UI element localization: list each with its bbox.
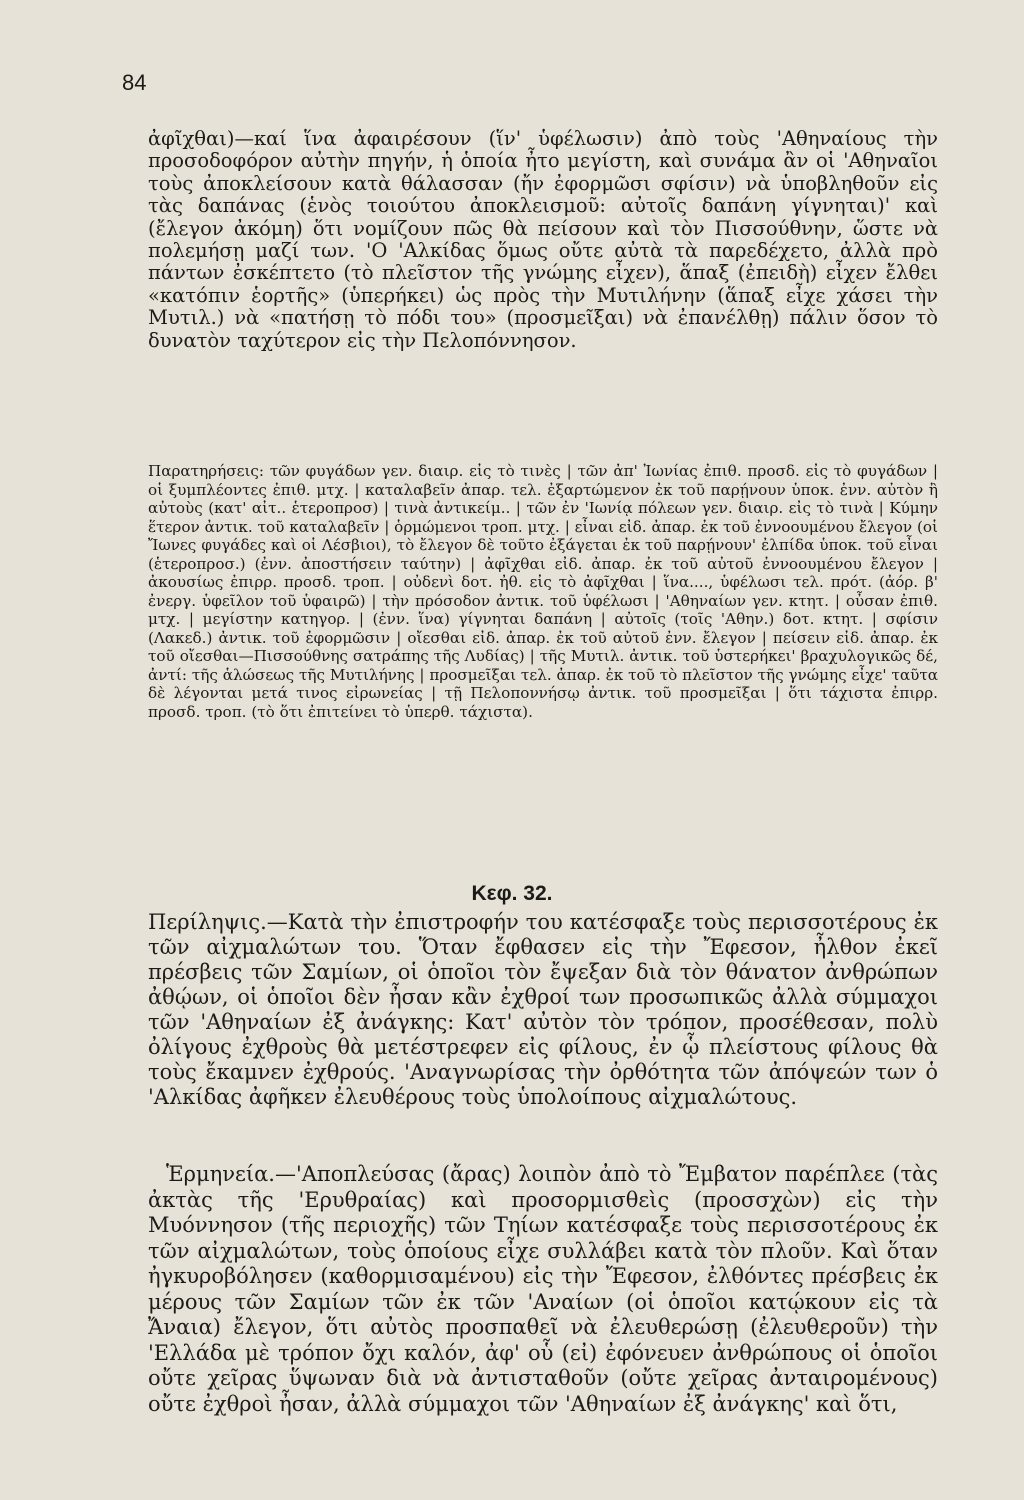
summary-paragraph [148, 910, 938, 1110]
chapter-heading: Κεφ. 32. [471, 882, 553, 905]
notes-paragraph [148, 462, 938, 721]
paragraph-text: Παρατηρήσεις: τῶν φυγάδων γεν. διαιρ. εἰς τὸ τινὲς | τῶν ἀπ' Ἰωνίας ἐπιθ. προσδ. εἰς τὸ φυγάδων | οἱ ξυμπλέοντες ἐπιθ. μτχ. | καταλαβεῖν ἀπαρ. τελ. ἐξαρτώμενον ἐκ τοῦ παρῄνουν ὑποκ. ἐνν. αὐτὸν ἢ αὐτοὺς (κατ' αἰτ.. ἑτεροπροσ) | τινὰ ἀντικείμ.. | τῶν ἐν 'Ιωνίᾳ πόλεων γεν. διαιρ. εἰς τὸ τινὰ | Κύμην ἕτερον ἀντικ. τοῦ καταλαβεῖν | ὁρμώμενοι τροπ. μτχ. | εἶναι εἰδ. ἀπαρ. ἐκ τοῦ ἐννοουμένου ἔλεγον (οἱ Ἴωνες φυγάδες καὶ οἱ Λέσβιοι), τὸ ἔλεγον δὲ τοῦτο ἐξάγεται ἐκ τοῦ παρῄνουν' ἐλπίδα ὑποκ. τοῦ εἶναι (ἑτεροπροσ.) (ἐνν. ἀποστήσειν ταύτην) | ἀφῖχθαι εἰδ. ἀπαρ. ἐκ τοῦ αὐτοῦ ἐννοουμένου ἔλεγον | ἀκουσίως ἐπιρρ. προσδ. τροπ. | οὐδενὶ δοτ. ἠθ. εἰς τὸ ἀφῖχθαι | ἵνα...., ὑφέλωσι τελ. πρότ. (ἀόρ. β' ἐνεργ. ὑφεῖλον τοῦ ὑφαιρῶ) | τὴν πρόσοδον ἀντικ. τοῦ ὑφέλωσι | 'Αθηναίων γεν. κτητ. | οὖσαν ἐπιθ. μτχ. | μεγίστην κατηγορ. | (ἐνν. ἵνα) γίγνηται δαπάνη | αὐτοῖς (τοῖς 'Αθην.) δοτ. κτητ. | σφίσιν (Λακεδ.) ἀντικ. τοῦ ἐφορμῶσιν | οἴεσθαι εἰδ. ἀπαρ. ἐκ τοῦ αὐτοῦ ἐνν. ἔλεγον | πείσειν εἰδ. ἀπαρ. ἐκ τοῦ οἴεσθαι—Πισσούθνης σατράπης τῆς Λυδίας) | τῆς Μυτιλ. ἀντικ. τοῦ ὑστερήκει' βραχυλογικῶς δέ, ἀντί: τῆς ἁλώσεως τῆς Μυτιλήνης | προσμεῖξαι τελ. ἀπαρ. ἐκ τοῦ τὸ πλεῖστον τῆς γνώμης εἶχε' ταῦτα δὲ λέγονται μετά τινος εἰρωνείας | τῇ Πελοποννήσῳ ἀντικ. τοῦ προσμεῖξαι | ὅτι τάχιστα ἐπιρρ. προσδ. τροπ. (τὸ ὅτι ἐπιτείνει τὸ ὑπερθ. τάχιστα). [148, 462, 938, 721]
paragraph-text: Περίληψις.—Κατὰ τὴν ἐπιστροφήν του κατέσφαξε τοὺς περισσοτέρους ἐκ τῶν αἰχμαλώτων του. Ὅταν ἔφθασεν εἰς τὴν Ἔφεσον, ἦλθον ἐκεῖ πρέσβεις τῶν Σαμίων, οἱ ὁποῖοι τὸν ἔψεξαν διὰ τὸν θάνατον ἀνθρώπων ἀθῴων, οἱ ὁποῖοι δὲν ἦσαν κἂν ἐχθροί των προσωπικῶς ἀλλὰ σύμμαχοι τῶν 'Αθηναίων ἐξ ἀνάγκης: Κατ' αὐτὸν τὸν τρόπον, προσέθεσαν, πολὺ ὀλίγους ἐχθροὺς θὰ μετέστρεφεν εἰς φίλους, ἐν ᾧ πλείστους φίλους θὰ τοὺς ἔκαμνεν ἐχθρούς. 'Αναγνωρίσας τὴν ὀρθότητα τῶν ἀπόψεών των ὁ 'Αλκίδας ἀφῆκεν ἐλευθέρους τοὺς ὑπολοίπους αἰχμαλώτους. [148, 910, 938, 1109]
paragraph-text: ἀφῖχθαι)—καί ἵνα ἀφαιρέσουν (ἵν' ὑφέλωσιν) ἀπὸ τοὺς 'Αθηναίους τὴν προσοδοφόρον αὐτὴν πηγήν, ἡ ὁποία ἦτο μεγίστη, καὶ συνάμα ἂν οἱ 'Αθηναῖοι τοὺς ἀποκλείσουν κατὰ θάλασσαν (ἤν ἐφορμῶσι σφίσιν) νὰ ὑποβληθοῦν εἰς τὰς δαπάνας (ἑνὸς τοιούτου ἀποκλεισμοῦ: αὐτοῖς δαπάνη γίγνηται)' καὶ (ἔλεγον ἀκόμη) ὅτι νομίζουν πῶς θὰ πείσουν καὶ τὸν Πισσούθνην, ὥστε νὰ πολεμήσῃ μαζί των. 'Ο 'Αλκίδας ὅμως οὔτε αὐτὰ τὰ παρεδέχετο, ἀλλὰ πρὸ πάντων ἐσκέπτετο (τὸ πλεῖστον τῆς γνώμης εἶχεν), ἅπαξ (ἐπειδὴ) εἶχεν ἔλθει «κατόπιν ἑορτῆς» (ὑπερήκει) ὡς πρὸς τὴν Μυτιλήνην (ἅπαξ εἶχε χάσει τὴν Μυτιλ.) νὰ «πατήσῃ τὸ πόδι του» (προσμεῖξαι) νὰ ἐπανέλθῃ) πάλιν ὅσον τὸ δυνατὸν ταχύτερον εἰς τὴν Πελοπόννησον. [148, 127, 938, 352]
interpretation-paragraph [148, 1162, 938, 1417]
paragraph-text: Ἑρμηνεία.—'Αποπλεύσας (ἄρας) λοιπὸν ἀπὸ τὸ Ἔμβατον παρέπλεε (τὰς ἀκτὰς τῆς 'Ερυθραίας) καὶ προσορμισθεὶς (προσσχὼν) εἰς τὴν Μυόννησον (τῆς περιοχῆς) τῶν Τηίων κατέσφαξε τοὺς περισσοτέρους ἐκ τῶν αἰχμαλώτων, τοὺς ὁποίους εἶχε συλλάβει κατὰ τὸν πλοῦν. Καὶ ὅταν ἠγκυροβόλησεν (καθορμισαμένου) εἰς τὴν Ἔφεσον, ἐλθόντες πρέσβεις ἐκ μέρους τῶν Σαμίων τῶν ἐκ τῶν 'Αναίων (οἱ ὁποῖοι κατῴκουν εἰς τὰ Ἄναια) ἔλεγον, ὅτι αὐτὸς προσπαθεῖ νὰ ἐλευθερώσῃ (ἐλευθεροῦν) τὴν 'Ελλάδα μὲ τρόπον ὄχι καλόν, ἀφ' οὗ (εἰ) ἐφόνευεν ἀνθρώπους οἱ ὁποῖοι οὔτε χεῖρας ὕψωναν διὰ νὰ ἀντισταθοῦν (οὔτε χεῖρας ἀνταιρομένους) οὔτε ἐχθροὶ ἦσαν, ἀλλὰ σύμμαχοι τῶν 'Αθηναίων ἐξ ἀνάγκης' καὶ ὅτι, [148, 1162, 938, 1416]
page-number: 84 [122, 70, 147, 95]
commentary-paragraph [148, 128, 938, 352]
